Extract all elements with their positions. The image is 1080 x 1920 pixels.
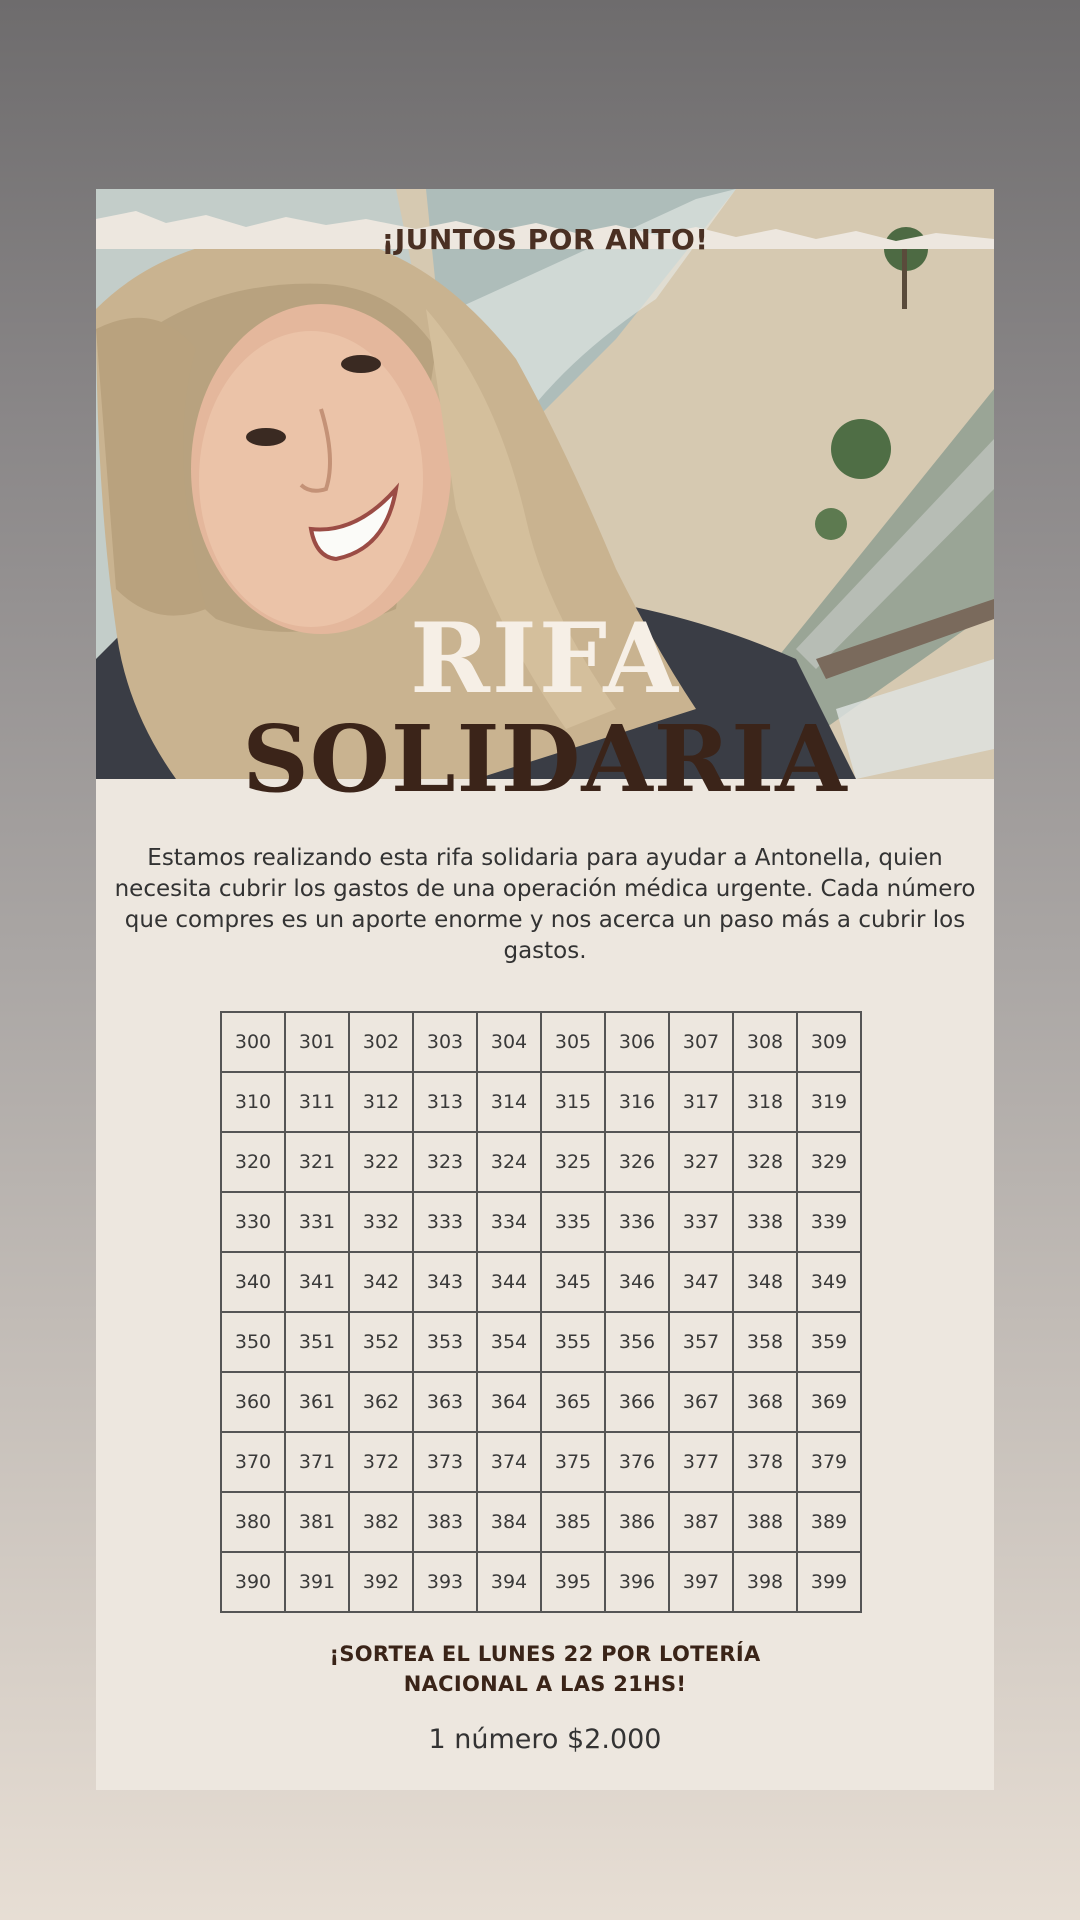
raffle-number-cell[interactable]: 352 — [349, 1312, 413, 1372]
raffle-number-cell[interactable]: 342 — [349, 1252, 413, 1312]
raffle-number-cell[interactable]: 383 — [413, 1492, 477, 1552]
raffle-number-cell[interactable]: 363 — [413, 1372, 477, 1432]
raffle-number-cell[interactable]: 329 — [797, 1132, 861, 1192]
grid-row — [221, 1072, 861, 1132]
raffle-number-cell[interactable]: 394 — [477, 1552, 541, 1612]
raffle-number-cell[interactable]: 312 — [349, 1072, 413, 1132]
raffle-number-cell[interactable]: 327 — [669, 1132, 733, 1192]
raffle-number-cell[interactable]: 306 — [605, 1012, 669, 1072]
raffle-number-cell[interactable]: 357 — [669, 1312, 733, 1372]
raffle-number-cell[interactable]: 372 — [349, 1432, 413, 1492]
raffle-number-cell[interactable]: 393 — [413, 1552, 477, 1612]
raffle-number-cell[interactable]: 360 — [221, 1372, 285, 1432]
draw-info-line1: ¡SORTEA EL LUNES 22 POR LOTERÍA — [329, 1642, 761, 1666]
raffle-number-cell[interactable]: 389 — [797, 1492, 861, 1552]
raffle-number-cell[interactable]: 343 — [413, 1252, 477, 1312]
raffle-number-cell[interactable]: 373 — [413, 1432, 477, 1492]
raffle-number-cell[interactable]: 336 — [605, 1192, 669, 1252]
raffle-number-cell[interactable]: 337 — [669, 1192, 733, 1252]
raffle-number-cell[interactable]: 395 — [541, 1552, 605, 1612]
grid-row — [221, 1372, 861, 1432]
raffle-number-cell[interactable]: 382 — [349, 1492, 413, 1552]
raffle-number-cell[interactable]: 340 — [221, 1252, 285, 1312]
raffle-number-cell[interactable]: 330 — [221, 1192, 285, 1252]
raffle-number-cell[interactable]: 319 — [797, 1072, 861, 1132]
raffle-number-cell[interactable]: 348 — [733, 1252, 797, 1312]
raffle-number-cell[interactable]: 375 — [541, 1432, 605, 1492]
raffle-number-cell[interactable]: 353 — [413, 1312, 477, 1372]
raffle-number-cell[interactable]: 370 — [221, 1432, 285, 1492]
raffle-number-cell[interactable]: 356 — [605, 1312, 669, 1372]
raffle-number-cell[interactable]: 332 — [349, 1192, 413, 1252]
raffle-number-cell[interactable]: 338 — [733, 1192, 797, 1252]
draw-info — [96, 1639, 994, 1699]
raffle-number-cell[interactable]: 334 — [477, 1192, 541, 1252]
raffle-number-cell[interactable]: 323 — [413, 1132, 477, 1192]
raffle-number-cell[interactable]: 359 — [797, 1312, 861, 1372]
raffle-number-grid — [220, 1011, 862, 1613]
raffle-number-cell[interactable]: 320 — [221, 1132, 285, 1192]
raffle-number-cell[interactable]: 350 — [221, 1312, 285, 1372]
raffle-number-cell[interactable]: 341 — [285, 1252, 349, 1312]
raffle-number-cell[interactable]: 387 — [669, 1492, 733, 1552]
raffle-number-cell[interactable]: 316 — [605, 1072, 669, 1132]
raffle-number-cell[interactable]: 397 — [669, 1552, 733, 1612]
raffle-number-cell[interactable]: 310 — [221, 1072, 285, 1132]
raffle-number-cell[interactable]: 321 — [285, 1132, 349, 1192]
raffle-number-cell[interactable]: 385 — [541, 1492, 605, 1552]
raffle-number-cell[interactable]: 303 — [413, 1012, 477, 1072]
raffle-number-cell[interactable]: 315 — [541, 1072, 605, 1132]
grid-row — [221, 1192, 861, 1252]
raffle-number-cell[interactable]: 358 — [733, 1312, 797, 1372]
raffle-number-cell[interactable]: 378 — [733, 1432, 797, 1492]
raffle-number-cell[interactable]: 305 — [541, 1012, 605, 1072]
raffle-number-cell[interactable]: 376 — [605, 1432, 669, 1492]
raffle-number-cell[interactable]: 365 — [541, 1372, 605, 1432]
raffle-number-cell[interactable]: 307 — [669, 1012, 733, 1072]
raffle-number-cell[interactable]: 328 — [733, 1132, 797, 1192]
raffle-number-cell[interactable]: 314 — [477, 1072, 541, 1132]
raffle-number-cell[interactable]: 339 — [797, 1192, 861, 1252]
raffle-number-cell[interactable]: 396 — [605, 1552, 669, 1612]
raffle-number-cell[interactable]: 333 — [413, 1192, 477, 1252]
raffle-number-cell[interactable]: 331 — [285, 1192, 349, 1252]
raffle-number-cell[interactable]: 311 — [285, 1072, 349, 1132]
raffle-number-cell[interactable]: 380 — [221, 1492, 285, 1552]
raffle-number-cell[interactable]: 367 — [669, 1372, 733, 1432]
grid-row — [221, 1492, 861, 1552]
raffle-number-cell[interactable]: 354 — [477, 1312, 541, 1372]
raffle-number-cell[interactable]: 349 — [797, 1252, 861, 1312]
raffle-number-cell[interactable]: 313 — [413, 1072, 477, 1132]
raffle-number-cell[interactable]: 398 — [733, 1552, 797, 1612]
raffle-number-cell[interactable]: 325 — [541, 1132, 605, 1192]
raffle-number-cell[interactable]: 318 — [733, 1072, 797, 1132]
raffle-number-cell[interactable]: 322 — [349, 1132, 413, 1192]
raffle-number-cell[interactable]: 381 — [285, 1492, 349, 1552]
raffle-number-cell[interactable]: 391 — [285, 1552, 349, 1612]
raffle-number-cell[interactable]: 347 — [669, 1252, 733, 1312]
raffle-number-cell[interactable]: 317 — [669, 1072, 733, 1132]
raffle-number-cell[interactable]: 335 — [541, 1192, 605, 1252]
raffle-number-cell[interactable]: 364 — [477, 1372, 541, 1432]
raffle-number-cell[interactable]: 302 — [349, 1012, 413, 1072]
raffle-number-cell[interactable]: 379 — [797, 1432, 861, 1492]
raffle-number-cell[interactable]: 369 — [797, 1372, 861, 1432]
raffle-number-cell[interactable]: 355 — [541, 1312, 605, 1372]
raffle-number-cell[interactable]: 392 — [349, 1552, 413, 1612]
raffle-number-cell[interactable]: 390 — [221, 1552, 285, 1612]
raffle-number-cell[interactable]: 300 — [221, 1012, 285, 1072]
raffle-number-cell[interactable]: 377 — [669, 1432, 733, 1492]
raffle-number-cell[interactable]: 386 — [605, 1492, 669, 1552]
raffle-number-cell[interactable]: 371 — [285, 1432, 349, 1492]
raffle-number-cell[interactable]: 351 — [285, 1312, 349, 1372]
raffle-number-cell[interactable]: 374 — [477, 1432, 541, 1492]
grid-row — [221, 1012, 861, 1072]
raffle-number-cell[interactable]: 366 — [605, 1372, 669, 1432]
headline-solidaria: SOLIDARIA — [242, 705, 848, 813]
raffle-number-cell[interactable]: 301 — [285, 1012, 349, 1072]
description-text: Estamos realizando esta rifa solidaria para ayudar a Antonella, quien necesita cubrir los gastos de una operación médica urgente. Cada número que compres es un aporte enorme y nos acerca un paso más a cubrir los gastos. — [114, 845, 976, 964]
ticket-price: 1 número $2.000 — [428, 1724, 662, 1755]
raffle-number-cell[interactable]: 326 — [605, 1132, 669, 1192]
raffle-number-cell[interactable]: 362 — [349, 1372, 413, 1432]
raffle-number-cell[interactable]: 304 — [477, 1012, 541, 1072]
campaign-title: ¡JUNTOS POR ANTO! — [381, 223, 709, 256]
grid-row — [221, 1552, 861, 1612]
raffle-number-cell[interactable]: 361 — [285, 1372, 349, 1432]
headline-rifa: RIFA — [410, 602, 680, 715]
raffle-number-cell[interactable]: 324 — [477, 1132, 541, 1192]
draw-info-line2: NACIONAL A LAS 21HS! — [403, 1672, 687, 1696]
raffle-number-cell[interactable]: 368 — [733, 1372, 797, 1432]
raffle-number-cell[interactable]: 346 — [605, 1252, 669, 1312]
raffle-card — [96, 189, 994, 1790]
raffle-number-cell[interactable]: 344 — [477, 1252, 541, 1312]
raffle-number-cell[interactable]: 308 — [733, 1012, 797, 1072]
grid-row — [221, 1132, 861, 1192]
raffle-number-cell[interactable]: 309 — [797, 1012, 861, 1072]
grid-row — [221, 1312, 861, 1372]
raffle-number-cell[interactable]: 345 — [541, 1252, 605, 1312]
grid-row — [221, 1252, 861, 1312]
raffle-number-cell[interactable]: 384 — [477, 1492, 541, 1552]
grid-row — [221, 1432, 861, 1492]
raffle-number-cell[interactable]: 399 — [797, 1552, 861, 1612]
raffle-number-cell[interactable]: 388 — [733, 1492, 797, 1552]
